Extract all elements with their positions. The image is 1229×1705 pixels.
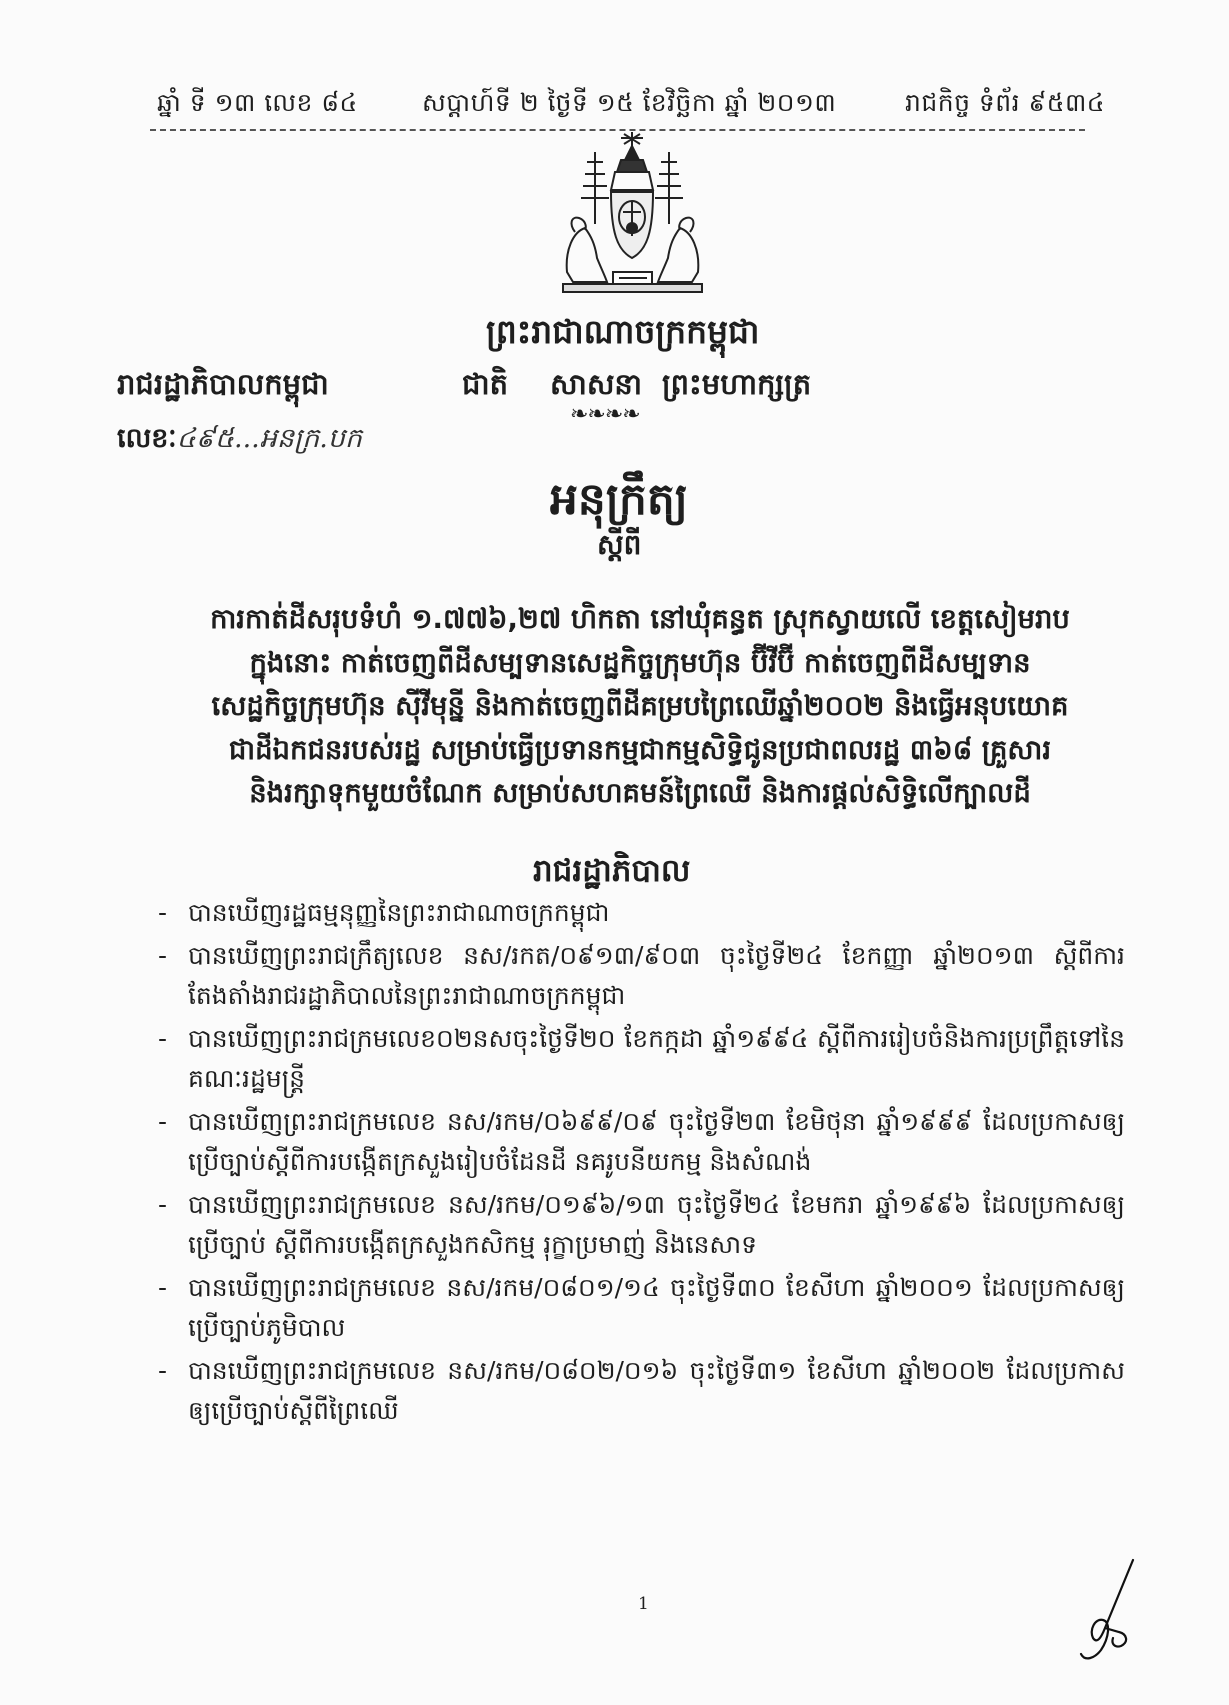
page-number: 1 [638, 1594, 649, 1614]
subject-line: សេដ្ឋកិច្ចក្រុមហ៊ុន ស៊ីវីមុន្នី និងកាត់ចេញពីដីគម្របព្រៃឈើឆ្នាំ២០០២ និងធ្វើអនុបយោគ [211, 690, 1069, 722]
consideration-item: - បានឃើញព្រះរាជក្រមលេខ នស/រកម/០៨០២/០១៦ ចុះថ្ងៃទី៣១ ខែសីហា ឆ្នាំ២០០២ ដែលប្រកាសឲ្យប្រើច្បាប់ស្តីពីព្រៃឈើ [150, 1351, 1125, 1431]
about-label: ស្តីពី [597, 528, 642, 561]
consideration-item: - បានឃើញព្រះរាជក្រមលេខ០២នសចុះថ្ងៃទី២០ ខែកក្កដា ឆ្នាំ១៩៩៤ ស្តីពីការរៀបចំនិងការប្រព្រឹត្តទៅនៃគណៈរដ្ឋមន្ត្រី [150, 1019, 1125, 1099]
gazette-date: សប្តាហ៍ទី ២ ថ្ងៃទី ១៥ ខែវិច្ឆិកា ឆ្នាំ ២០១៣ [422, 88, 837, 117]
reference-value: ៤៩៥...អនក្រ.បក [176, 423, 363, 454]
subject-line: និងរក្សាទុកមួយចំណែក សម្រាប់សហគមន៍ព្រៃឈើ និងការផ្តល់សិទ្ធិលើក្បាលដី [249, 777, 1031, 809]
reference-number [117, 422, 362, 461]
decree-subject [175, 598, 1105, 816]
considerations-list [150, 893, 1125, 1431]
gazette-issue: ឆ្នាំ ទី ១៣ លេខ ៨៤ [157, 88, 358, 117]
consideration-item: - បានឃើញព្រះរាជក្រមលេខ នស/រកម/០៦៩៩/០៩ ចុះថ្ងៃទី២៣ ខែមិថុនា ឆ្នាំ១៩៩៩ ដែលប្រកាសឲ្យប្រើច្បាប់ស្តីពីការបង្កើតក្រសួងរៀបចំដែនដី នគរូបនីយកម្ម និងសំណង់ [150, 1102, 1125, 1182]
consideration-item: - បានឃើញព្រះរាជក្រមលេខ នស/រកម/០៨០១/១៤ ចុះថ្ងៃទី៣០ ខែសីហា ឆ្នាំ២០០១ ដែលប្រកាសឲ្យប្រើច្បាប់ភូមិបាល [150, 1268, 1125, 1348]
motto-nation: ជាតិ [462, 367, 509, 401]
government-name: រាជរដ្ឋាភិបាលកម្ពុជា [117, 367, 329, 401]
document-type-title: អនុក្រឹត្យ [550, 474, 688, 525]
reference-label: លេខៈ [117, 423, 177, 454]
motto-king: ព្រះមហាក្សត្រ [662, 367, 812, 401]
header-divider [150, 129, 1085, 131]
consideration-item: - បានឃើញព្រះរាជក្រមលេខ នស/រកម/០១៩៦/១៣ ចុះថ្ងៃទី២៤ ខែមករា ឆ្នាំ១៩៩៦ ដែលប្រកាសឲ្យប្រើច្បាប់ ស្តីពីការបង្កើតក្រសួងកសិកម្ម រុក្ខាប្រមាញ់ និងនេសាទ [150, 1185, 1125, 1265]
section-heading-government: រាជរដ្ឋាភិបាល [533, 853, 691, 889]
motto-religion: សាសនា [550, 367, 643, 401]
consideration-item: - បានឃើញរដ្ឋធម្មនុញ្ញនៃព្រះរាជាណាចក្រកម្ពុជា [150, 893, 1125, 933]
gazette-page: រាជកិច្ច ទំព័រ ៩៥៣៤ [905, 88, 1106, 117]
kingdom-title: ព្រះរាជាណាចក្រកម្ពុជា [486, 312, 760, 351]
consideration-item: - បានឃើញព្រះរាជក្រឹត្យលេខ នស/រកត/០៩១៣/៩០៣ ចុះថ្ងៃទី២៤ ខែកញ្ញា ឆ្នាំ២០១៣ ស្តីពីការតែងតាំងរាជរដ្ឋាភិបាលនៃព្រះរាជាណាចក្រកម្ពុជា [150, 936, 1125, 1016]
subject-line: ការកាត់ដីសរុបទំហំ ១.៧៧៦,២៧ ហិកតា នៅឃុំគន្ធត ស្រុកស្វាយលើ ខេត្តសៀមរាប [210, 603, 1070, 635]
royal-coat-of-arms-icon [555, 132, 710, 302]
signature-icon [1075, 1558, 1137, 1668]
subject-line: ក្នុងនោះ កាត់ចេញពីដីសម្បទានសេដ្ឋកិច្ចក្រុមហ៊ុន ប៊ីវីប៊ី កាត់ចេញពីដីសម្បទាន [249, 646, 1031, 679]
ornament-divider: ❧❧❧❧ [570, 402, 640, 427]
subject-line: ជាដីឯកជនរបស់រដ្ឋ សម្រាប់ធ្វើប្រទានកម្មជាកម្មសិទ្ធិជូនប្រជាពលរដ្ឋ ៣៦៨ គ្រួសារ [228, 733, 1052, 766]
